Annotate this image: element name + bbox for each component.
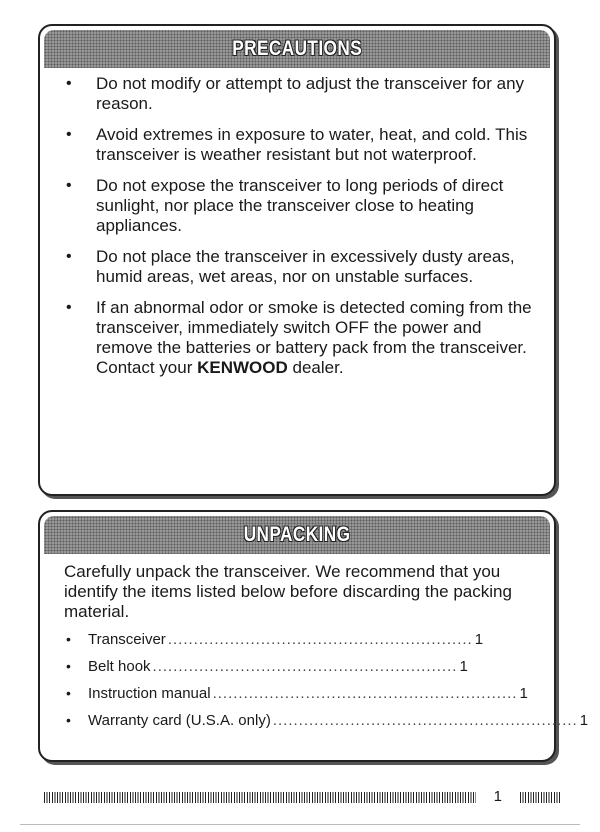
bullet-icon: • <box>66 658 71 674</box>
list-item <box>40 680 554 707</box>
list-item <box>40 653 554 680</box>
precautions-banner <box>44 30 550 68</box>
item-name: Transceiver <box>88 631 166 648</box>
bullet-icon: • <box>66 75 72 92</box>
bullet-icon: • <box>66 685 71 701</box>
item-name: Instruction manual <box>88 685 211 702</box>
list-item: • If an abnormal odor or smoke is detected coming from the transceiver, immediately switch OFF the power and remove the batteries or battery pack from the transceiver. Contact your KENWOOD dealer. <box>66 298 532 377</box>
precautions-title: PRECAUTIONS <box>232 37 362 60</box>
page-number: 1 <box>493 788 502 805</box>
leader-dots: ........................................................... <box>272 712 578 729</box>
item-qty: 1 <box>459 658 468 675</box>
leader-dots: ........................................................... <box>167 631 473 648</box>
list-item <box>40 707 589 734</box>
leader-dots: ........................................................... <box>212 685 518 702</box>
unpacking-intro: Carefully unpack the transceiver. We recommend that you identify the items listed below before discarding the packing material. <box>64 562 512 621</box>
item-qty: 1 <box>579 712 589 729</box>
item-qty: 1 <box>474 631 484 648</box>
list-item: • Do not place the transceiver in excessively dusty areas, humid areas, wet areas, nor on unstable surfaces. <box>66 247 515 286</box>
precautions-list <box>40 74 554 378</box>
list-item: • Do not expose the transceiver to long periods of direct sunlight, nor place the transceiver close to heating appliances. <box>66 176 504 235</box>
unpacking-title: UNPACKING <box>243 523 351 546</box>
item-qty: 1 <box>519 685 528 702</box>
item-name: Belt hook <box>88 658 151 675</box>
list-item: • Avoid extremes in exposure to water, heat, and cold. This transceiver is weather resistant but not waterproof. <box>66 125 528 164</box>
bullet-icon: • <box>66 177 72 194</box>
bullet-icon: • <box>66 631 71 647</box>
bullet-icon: • <box>66 248 72 265</box>
item-name: Warranty card (U.S.A. only) <box>88 712 271 729</box>
packing-list <box>40 626 589 734</box>
footer-bar-left <box>44 792 476 803</box>
unpacking-banner <box>44 516 550 554</box>
bullet-icon: • <box>66 126 72 143</box>
list-item <box>40 626 554 653</box>
leader-dots: ........................................................... <box>152 658 458 675</box>
page-footer <box>44 790 560 804</box>
list-item: • Do not modify or attempt to adjust the transceiver for any reason. <box>66 74 525 113</box>
bullet-icon: • <box>66 712 71 728</box>
bottom-rule <box>20 824 580 825</box>
unpacking-box <box>38 510 589 762</box>
footer-bar-right <box>520 792 560 803</box>
precautions-box <box>38 24 556 496</box>
brand-name: KENWOOD <box>197 358 288 377</box>
bullet-icon: • <box>66 299 72 316</box>
